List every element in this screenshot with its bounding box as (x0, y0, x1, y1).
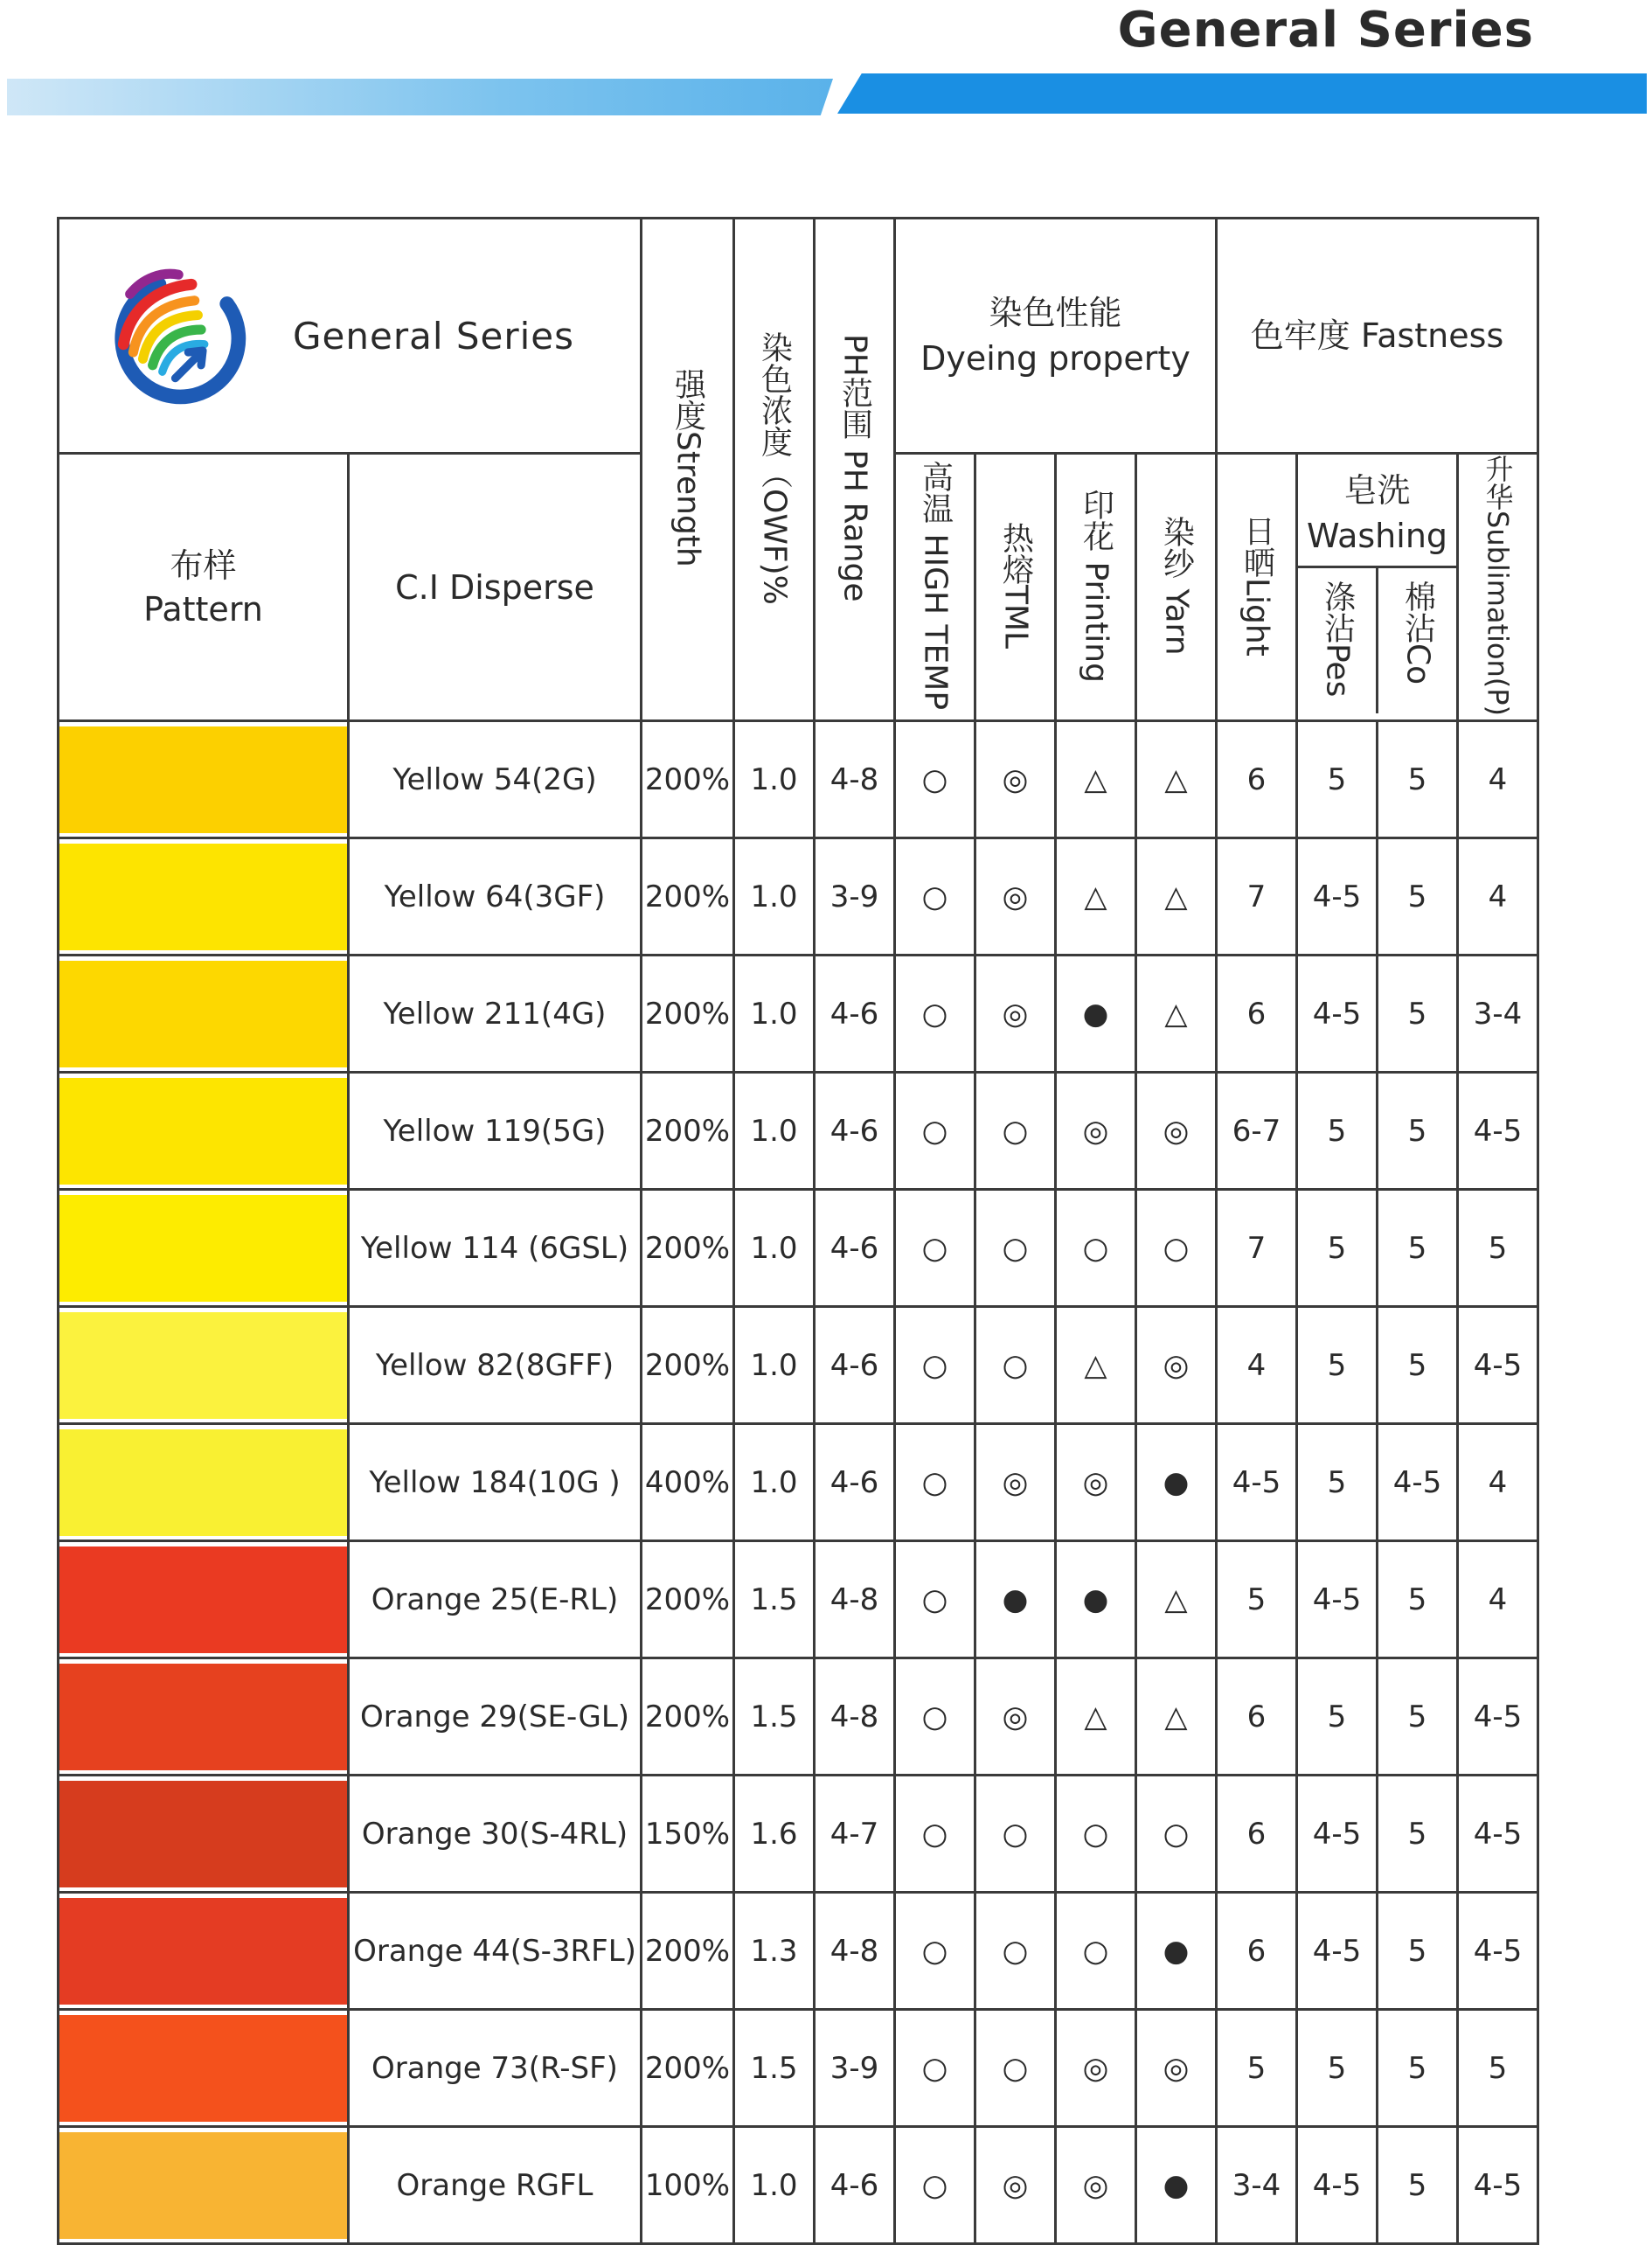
sublimation-cell: 4 (1458, 1424, 1538, 1541)
color-swatch (59, 1195, 347, 1302)
strength-cell: 200% (642, 956, 734, 1073)
light-fastness-cell: 4-5 (1217, 1424, 1297, 1541)
data-rows (59, 721, 1538, 2244)
light-fastness-cell: 6 (1217, 1658, 1297, 1776)
sublimation-cell: 5 (1458, 2010, 1538, 2127)
strength-cell: 200% (642, 838, 734, 956)
high-temp-cell: ○ (895, 2127, 975, 2244)
co-cell: 5 (1378, 1073, 1458, 1190)
sublimation-cell: 4-5 (1458, 1073, 1538, 1190)
strength-cell: 200% (642, 2010, 734, 2127)
color-swatch-cell (59, 1190, 349, 1307)
tml-cell: ○ (975, 2010, 1056, 2127)
high-temp-cell: ○ (895, 838, 975, 956)
color-swatch-cell (59, 1776, 349, 1893)
color-swatch (59, 1898, 347, 2005)
page-title: General Series (1117, 2, 1534, 59)
high-temp-cell: ○ (895, 721, 975, 838)
color-swatch (59, 1781, 347, 1887)
ci-disperse-header: C.I Disperse (349, 454, 642, 721)
color-swatch (59, 844, 347, 950)
concentration-header: 染色浓度（OWF)% (734, 219, 815, 721)
light-fastness-cell: 6 (1217, 1893, 1297, 2010)
color-swatch-cell (59, 1658, 349, 1776)
header-banner-light (7, 79, 833, 115)
fastness-header: 色牢度 Fastness (1217, 219, 1538, 454)
color-swatch-cell (59, 1893, 349, 2010)
strength-cell: 150% (642, 1776, 734, 1893)
yarn-cell: ◎ (1136, 1073, 1217, 1190)
table-row (59, 1541, 1538, 1658)
tml-cell: ◎ (975, 838, 1056, 956)
ph-cell: 4-6 (815, 1424, 895, 1541)
printing-cell: △ (1056, 1658, 1136, 1776)
header-banner-dark (837, 73, 1647, 114)
ci-name-cell: Yellow 82(8GFF) (349, 1307, 642, 1424)
tml-cell: ● (975, 1541, 1056, 1658)
co-cell: 5 (1378, 1307, 1458, 1424)
printing-cell: △ (1056, 1307, 1136, 1424)
concentration-cell: 1.0 (734, 838, 815, 956)
light-fastness-cell: 7 (1217, 1190, 1297, 1307)
ph-range-header: PH范围 PH Range (815, 219, 895, 721)
concentration-cell: 1.5 (734, 1658, 815, 1776)
light-fastness-cell: 4 (1217, 1307, 1297, 1424)
color-swatch (59, 1312, 347, 1419)
color-swatch-cell (59, 721, 349, 838)
light-fastness-cell: 5 (1217, 2010, 1297, 2127)
sublimation-header: 升华Sublimation(P) (1458, 454, 1538, 721)
ph-cell: 4-6 (815, 1307, 895, 1424)
co-cell: 5 (1378, 1190, 1458, 1307)
yarn-cell: ◎ (1136, 1307, 1217, 1424)
tml-cell: ○ (975, 1776, 1056, 1893)
tml-cell: ○ (975, 1190, 1056, 1307)
color-swatch (59, 1429, 347, 1536)
table-row (59, 2127, 1538, 2244)
dyeing-property-header: 染色性能 Dyeing property (895, 219, 1217, 454)
ph-cell: 4-6 (815, 956, 895, 1073)
color-swatch (59, 1078, 347, 1185)
pes-cell: 4-5 (1297, 838, 1378, 956)
color-swatch (59, 961, 347, 1067)
light-header: 日晒Light (1217, 454, 1297, 721)
strength-cell: 400% (642, 1424, 734, 1541)
high-temp-cell: ○ (895, 1190, 975, 1307)
washing-header: 皂洗 Washing 涤沾Pes 棉沾Co (1297, 454, 1458, 721)
pes-cell: 5 (1297, 1424, 1378, 1541)
color-swatch-cell (59, 956, 349, 1073)
pes-cell: 5 (1297, 1307, 1378, 1424)
color-swatch-cell (59, 1541, 349, 1658)
ph-cell: 4-6 (815, 1073, 895, 1190)
brand-name: General Series (293, 314, 575, 358)
tml-cell: ◎ (975, 721, 1056, 838)
color-swatch-cell (59, 1073, 349, 1190)
printing-cell: ○ (1056, 1893, 1136, 2010)
co-header: 棉沾Co (1399, 580, 1436, 685)
ph-cell: 4-8 (815, 1658, 895, 1776)
light-fastness-cell: 5 (1217, 1541, 1297, 1658)
printing-cell: △ (1056, 838, 1136, 956)
ci-name-cell: Orange 44(S-3RFL) (349, 1893, 642, 2010)
yarn-cell: ● (1136, 2127, 1217, 2244)
printing-cell: ● (1056, 1541, 1136, 1658)
color-swatch (59, 1664, 347, 1770)
high-temp-cell: ○ (895, 1541, 975, 1658)
table-row (59, 1190, 1538, 1307)
concentration-cell: 1.0 (734, 956, 815, 1073)
printing-cell: ● (1056, 956, 1136, 1073)
pes-cell: 5 (1297, 1658, 1378, 1776)
pes-cell: 4-5 (1297, 956, 1378, 1073)
color-swatch (59, 2132, 347, 2239)
pes-cell: 4-5 (1297, 1893, 1378, 2010)
concentration-cell: 1.0 (734, 1190, 815, 1307)
concentration-cell: 1.0 (734, 1307, 815, 1424)
co-cell: 5 (1378, 956, 1458, 1073)
ph-cell: 4-8 (815, 721, 895, 838)
high-temp-header: 高温 HIGH TEMP (895, 454, 975, 721)
strength-cell: 200% (642, 1658, 734, 1776)
pes-cell: 5 (1297, 1190, 1378, 1307)
color-swatch-cell (59, 2127, 349, 2244)
ph-cell: 3-9 (815, 838, 895, 956)
ph-cell: 4-7 (815, 1776, 895, 1893)
co-cell: 5 (1378, 1658, 1458, 1776)
table-row (59, 838, 1538, 956)
sublimation-cell: 3-4 (1458, 956, 1538, 1073)
concentration-cell: 1.5 (734, 2010, 815, 2127)
light-fastness-cell: 6 (1217, 956, 1297, 1073)
strength-cell: 200% (642, 1541, 734, 1658)
strength-cell: 200% (642, 1893, 734, 2010)
printing-cell: ◎ (1056, 1073, 1136, 1190)
sublimation-cell: 4-5 (1458, 1658, 1538, 1776)
high-temp-cell: ○ (895, 956, 975, 1073)
color-swatch-cell (59, 1307, 349, 1424)
co-cell: 5 (1378, 721, 1458, 838)
concentration-cell: 1.5 (734, 1541, 815, 1658)
rainbow-swirl-logo-icon (94, 255, 256, 417)
yarn-cell: ○ (1136, 1776, 1217, 1893)
ph-cell: 4-6 (815, 2127, 895, 2244)
strength-cell: 200% (642, 1073, 734, 1190)
ci-name-cell: Yellow 54(2G) (349, 721, 642, 838)
table-row (59, 956, 1538, 1073)
yarn-cell: ○ (1136, 1190, 1217, 1307)
printing-cell: ○ (1056, 1776, 1136, 1893)
ci-name-cell: Yellow 64(3GF) (349, 838, 642, 956)
table-row (59, 1307, 1538, 1424)
color-swatch (59, 726, 347, 833)
table-row (59, 1776, 1538, 1893)
high-temp-cell: ○ (895, 1307, 975, 1424)
high-temp-cell: ○ (895, 1893, 975, 2010)
pattern-header: 布样 Pattern (59, 454, 349, 721)
yarn-cell: △ (1136, 956, 1217, 1073)
tml-header: 热熔TML (975, 454, 1056, 721)
ph-cell: 4-6 (815, 1190, 895, 1307)
light-fastness-cell: 6 (1217, 1776, 1297, 1893)
concentration-cell: 1.6 (734, 1776, 815, 1893)
co-cell: 5 (1378, 1893, 1458, 2010)
sublimation-cell: 4 (1458, 838, 1538, 956)
tml-cell: ◎ (975, 1424, 1056, 1541)
tml-cell: ◎ (975, 1658, 1056, 1776)
ci-name-cell: Yellow 114 (6GSL) (349, 1190, 642, 1307)
printing-cell: ○ (1056, 1190, 1136, 1307)
printing-cell: ◎ (1056, 2127, 1136, 2244)
yarn-cell: ● (1136, 1893, 1217, 2010)
light-fastness-cell: 7 (1217, 838, 1297, 956)
yarn-cell: △ (1136, 1658, 1217, 1776)
sublimation-cell: 4 (1458, 721, 1538, 838)
yarn-cell: ● (1136, 1424, 1217, 1541)
concentration-cell: 1.3 (734, 1893, 815, 2010)
co-cell: 5 (1378, 1776, 1458, 1893)
pes-cell: 5 (1297, 2010, 1378, 2127)
yarn-cell: △ (1136, 721, 1217, 838)
sublimation-cell: 5 (1458, 1190, 1538, 1307)
high-temp-cell: ○ (895, 1073, 975, 1190)
color-swatch (59, 2015, 347, 2122)
printing-cell: ◎ (1056, 1424, 1136, 1541)
co-cell: 5 (1378, 2127, 1458, 2244)
pes-cell: 4-5 (1297, 1541, 1378, 1658)
yarn-cell: ◎ (1136, 2010, 1217, 2127)
co-cell: 5 (1378, 1541, 1458, 1658)
pes-cell: 4-5 (1297, 1776, 1378, 1893)
ci-name-cell: Orange 25(E-RL) (349, 1541, 642, 1658)
co-cell: 4-5 (1378, 1424, 1458, 1541)
yarn-cell: △ (1136, 838, 1217, 956)
pes-header: 涤沾Pes (1319, 580, 1356, 698)
printing-cell: △ (1056, 721, 1136, 838)
printing-header: 印花 Printing (1056, 454, 1136, 721)
co-cell: 5 (1378, 838, 1458, 956)
high-temp-cell: ○ (895, 1658, 975, 1776)
sublimation-cell: 4-5 (1458, 1776, 1538, 1893)
sublimation-cell: 4-5 (1458, 1307, 1538, 1424)
strength-cell: 200% (642, 1190, 734, 1307)
tml-cell: ◎ (975, 956, 1056, 1073)
light-fastness-cell: 6-7 (1217, 1073, 1297, 1190)
light-fastness-cell: 3-4 (1217, 2127, 1297, 2244)
light-fastness-cell: 6 (1217, 721, 1297, 838)
tml-cell: ○ (975, 1893, 1056, 2010)
ci-name-cell: Yellow 211(4G) (349, 956, 642, 1073)
sublimation-cell: 4 (1458, 1541, 1538, 1658)
strength-header: 强度Strength (642, 219, 734, 721)
tml-cell: ○ (975, 1073, 1056, 1190)
yarn-header: 染纱 Yarn (1136, 454, 1217, 721)
concentration-cell: 1.0 (734, 1073, 815, 1190)
ci-name-cell: Orange 73(R-SF) (349, 2010, 642, 2127)
strength-cell: 200% (642, 721, 734, 838)
ci-name-cell: Yellow 119(5G) (349, 1073, 642, 1190)
printing-cell: ◎ (1056, 2010, 1136, 2127)
ph-cell: 3-9 (815, 2010, 895, 2127)
strength-cell: 100% (642, 2127, 734, 2244)
table-row (59, 2010, 1538, 2127)
table-row (59, 1073, 1538, 1190)
tml-cell: ○ (975, 1307, 1056, 1424)
ci-name-cell: Orange 29(SE-GL) (349, 1658, 642, 1776)
color-swatch-cell (59, 2010, 349, 2127)
sublimation-cell: 4-5 (1458, 1893, 1538, 2010)
pes-cell: 5 (1297, 1073, 1378, 1190)
high-temp-cell: ○ (895, 1424, 975, 1541)
ci-name-cell: Orange 30(S-4RL) (349, 1776, 642, 1893)
table-row (59, 1893, 1538, 2010)
high-temp-cell: ○ (895, 2010, 975, 2127)
yarn-cell: △ (1136, 1541, 1217, 1658)
pes-cell: 5 (1297, 721, 1378, 838)
ph-cell: 4-8 (815, 1541, 895, 1658)
table-row (59, 1658, 1538, 1776)
strength-cell: 200% (642, 1307, 734, 1424)
color-swatch (59, 1546, 347, 1653)
high-temp-cell: ○ (895, 1776, 975, 1893)
concentration-cell: 1.0 (734, 1424, 815, 1541)
color-swatch-cell (59, 1424, 349, 1541)
ph-cell: 4-8 (815, 1893, 895, 2010)
sublimation-cell: 4-5 (1458, 2127, 1538, 2244)
concentration-cell: 1.0 (734, 721, 815, 838)
tml-cell: ◎ (975, 2127, 1056, 2244)
brand-header-cell (59, 219, 642, 454)
table-row (59, 721, 1538, 838)
color-swatch-cell (59, 838, 349, 956)
ci-name-cell: Yellow 184(10G ) (349, 1424, 642, 1541)
table-row (59, 1424, 1538, 1541)
ci-name-cell: Orange RGFL (349, 2127, 642, 2244)
product-spec-table (57, 217, 1539, 2245)
concentration-cell: 1.0 (734, 2127, 815, 2244)
co-cell: 5 (1378, 2010, 1458, 2127)
pes-cell: 4-5 (1297, 2127, 1378, 2244)
